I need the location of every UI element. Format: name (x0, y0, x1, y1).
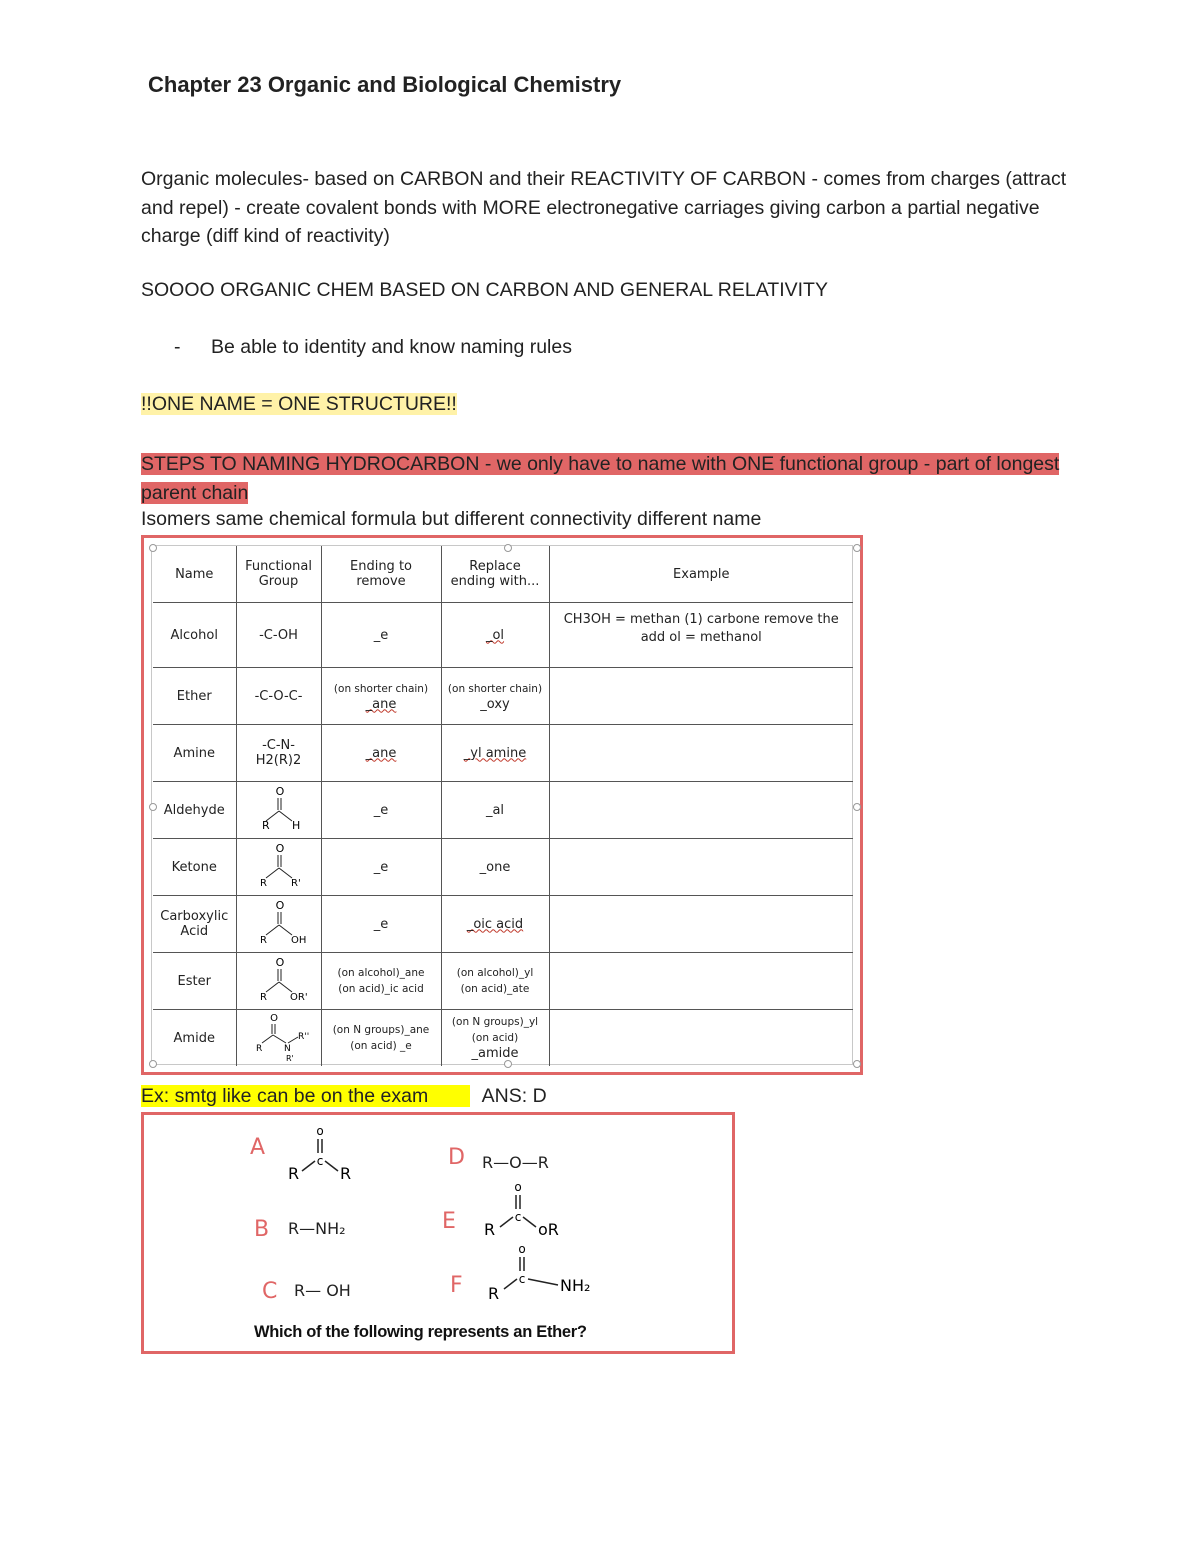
option-a-ketone-icon (282, 1121, 362, 1183)
table-row (153, 839, 853, 896)
row-name: Carboxylic Acid (153, 896, 236, 953)
svg-text:R: R (484, 1220, 496, 1239)
table-row (153, 896, 853, 953)
intro-paragraph: Organic molecules- based on CARBON and their REACTIVITY OF CARBON - comes from charges (attract and repel) - create covalent bonds with MORE electronegative carriages giving carbon a partial negative charge (diff kind of reactivity) (141, 168, 1067, 247)
summary-line: SOOOO ORGANIC CHEM BASED ON CARBON AND GENERAL RELATIVITY (141, 279, 828, 301)
row-remove: _e (321, 839, 441, 896)
remove-note: (on shorter chain) (333, 682, 429, 695)
svg-text:o: o (518, 1242, 526, 1256)
row-example (549, 953, 853, 1010)
resize-handle-br[interactable] (853, 1060, 861, 1068)
header-ending-remove: Ending to remove (321, 546, 441, 603)
replace-note: (on shorter chain) (447, 682, 543, 695)
exam-label-line (141, 1085, 547, 1108)
table-row (153, 725, 853, 782)
row-replace (441, 1010, 549, 1067)
row-example (549, 839, 853, 896)
resize-handle-tr[interactable] (853, 544, 861, 552)
replace-line-1: (on alcohol)_yl (456, 967, 534, 979)
svg-text:c: c (316, 1154, 324, 1168)
exam-question-text: Which of the following represents an Ether? (254, 1323, 587, 1341)
replace-line-2: (on acid) (471, 1032, 519, 1044)
row-group (236, 896, 321, 953)
svg-text:O: O (275, 842, 284, 855)
replace-text: _ol (485, 627, 505, 643)
row-example: CH3OH = methan (1) carbone remove the add ol = methanol (549, 603, 853, 668)
svg-text:o: o (514, 1180, 522, 1194)
svg-text:N: N (283, 1044, 291, 1054)
row-remove: _e (321, 603, 441, 668)
svg-text:O: O (269, 1013, 278, 1024)
row-remove (321, 725, 441, 782)
option-letter-f: F (450, 1273, 463, 1298)
row-replace (441, 725, 549, 782)
svg-text:R: R (488, 1284, 500, 1303)
row-remove: _e (321, 896, 441, 953)
option-letter-a: A (250, 1135, 266, 1160)
group-line-2: H2(R)2 (255, 753, 302, 768)
svg-text:R'': R'' (297, 1032, 309, 1042)
ketone-structure-icon (244, 840, 314, 890)
replace-text: _oic acid (466, 916, 524, 932)
svg-text:R: R (259, 992, 267, 1003)
row-name: Ketone (153, 839, 236, 896)
svg-text:OR': OR' (289, 992, 308, 1003)
option-letter-c: C (262, 1279, 278, 1304)
option-letter-e: E (442, 1209, 456, 1234)
bullet-text: Be able to identity and know naming rules (211, 336, 572, 358)
remove-text: _ane (365, 696, 397, 712)
row-group (236, 782, 321, 839)
option-letter-d: D (448, 1145, 465, 1170)
replace-line-1: (on N groups)_yl (451, 1016, 539, 1028)
row-replace (441, 668, 549, 725)
svg-text:c: c (518, 1272, 526, 1286)
replace-text: _oxy (480, 696, 510, 712)
option-c-alcohol: R— OH (294, 1281, 351, 1300)
remove-line-1: (on alcohol)_ane (337, 967, 425, 979)
table-row (153, 668, 853, 725)
row-replace (441, 953, 549, 1010)
row-group (236, 953, 321, 1010)
svg-text:NH₂: NH₂ (560, 1276, 591, 1295)
svg-text:H: H (291, 819, 300, 832)
resize-handle-r[interactable] (853, 803, 861, 811)
table-row (153, 603, 853, 668)
ester-structure-icon (244, 954, 314, 1004)
steps-highlight: STEPS TO NAMING HYDROCARBON - we only have to name with ONE functional group - part of longest parent chain (141, 453, 1060, 504)
option-e-ester-icon (478, 1177, 578, 1239)
replace-text: _yl amine (463, 745, 527, 761)
svg-text:R: R (259, 878, 267, 889)
row-name: Ether (153, 668, 236, 725)
svg-text:O: O (275, 899, 284, 912)
row-example (549, 725, 853, 782)
row-remove (321, 1010, 441, 1067)
option-d-ether: R—O—R (482, 1153, 549, 1172)
isomers-line: Isomers same chemical formula but different connectivity different name (141, 508, 762, 530)
steps-heading (141, 450, 1061, 507)
svg-text:O: O (275, 785, 284, 798)
row-name: Amide (153, 1010, 236, 1067)
svg-text:oR: oR (538, 1220, 559, 1239)
replace-line-2: (on acid)_ate (460, 983, 530, 995)
option-f-amide-icon (482, 1239, 612, 1305)
svg-text:R: R (288, 1164, 300, 1183)
svg-text:OH: OH (290, 935, 306, 946)
table-header-row (153, 546, 853, 603)
header-functional-group: Functional Group (236, 546, 321, 603)
table-row (153, 782, 853, 839)
group-line-1: -C-N- (262, 738, 295, 753)
row-remove: _e (321, 782, 441, 839)
svg-text:R: R (255, 1044, 262, 1054)
svg-text:o: o (316, 1124, 324, 1138)
table-row (153, 1010, 853, 1067)
row-group (236, 725, 321, 782)
aldehyde-structure-icon (244, 783, 314, 833)
row-group (236, 1010, 321, 1067)
amide-structure-icon (244, 1011, 314, 1061)
remove-text: _ane (365, 745, 397, 761)
svg-text:R: R (261, 819, 270, 832)
row-remove (321, 668, 441, 725)
svg-text:R': R' (285, 1054, 294, 1061)
bullet-dash: - (174, 336, 181, 358)
row-group (236, 839, 321, 896)
row-name: Ester (153, 953, 236, 1010)
one-name-highlight: !!ONE NAME = ONE STRUCTURE!! (141, 393, 457, 415)
svg-text:R: R (259, 935, 267, 946)
row-remove (321, 953, 441, 1010)
svg-text:R': R' (290, 878, 301, 889)
replace-line-3: _amide (471, 1046, 519, 1061)
remove-line-2: (on acid)_ic acid (338, 983, 424, 995)
row-replace: _one (441, 839, 549, 896)
functional-group-table-image (141, 535, 863, 1075)
functional-group-table (153, 546, 853, 1066)
header-name: Name (153, 546, 236, 603)
header-replace-ending: Replace ending with... (441, 546, 549, 603)
row-example (549, 782, 853, 839)
row-replace (441, 896, 549, 953)
one-name-rule (141, 393, 457, 416)
remove-line-2: (on acid) _e (350, 1040, 412, 1052)
svg-text:c: c (514, 1210, 522, 1224)
row-example (549, 1010, 853, 1067)
page-title: Chapter 23 Organic and Biological Chemistry (148, 72, 622, 97)
row-group: -C-O-C- (236, 668, 321, 725)
header-example: Example (549, 546, 853, 603)
row-name: Aldehyde (153, 782, 236, 839)
row-name: Amine (153, 725, 236, 782)
row-replace: _al (441, 782, 549, 839)
table-row (153, 953, 853, 1010)
row-example (549, 668, 853, 725)
option-b-amine: R—NH₂ (288, 1219, 346, 1238)
row-example (549, 896, 853, 953)
svg-text:O: O (275, 956, 284, 969)
option-letter-b: B (254, 1217, 270, 1242)
carboxylic-acid-structure-icon (244, 897, 314, 947)
exam-question-image (141, 1112, 735, 1354)
remove-line-1: (on N groups)_ane (332, 1024, 430, 1036)
svg-text:R: R (340, 1164, 352, 1183)
row-replace (441, 603, 549, 668)
answer-text: ANS: D (481, 1085, 547, 1107)
exam-label: Ex: smtg like can be on the exam (141, 1085, 470, 1107)
row-name: Alcohol (153, 603, 236, 668)
row-group: -C-OH (236, 603, 321, 668)
